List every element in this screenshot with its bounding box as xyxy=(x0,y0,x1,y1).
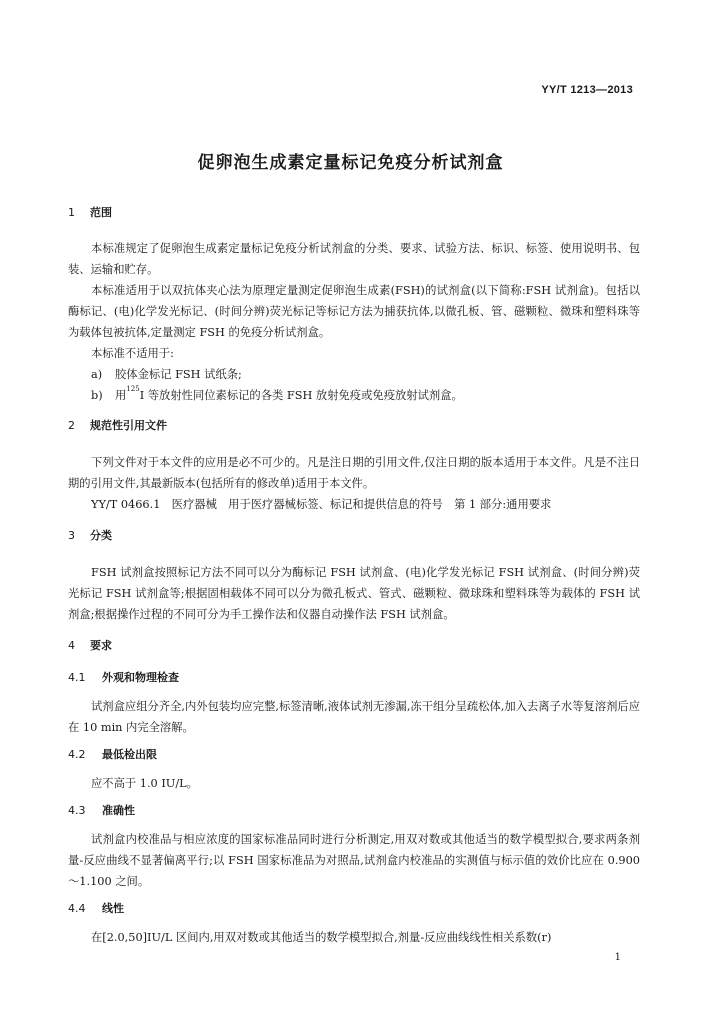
subsection-4-1-heading xyxy=(68,670,640,686)
subsection-number: 4.1 xyxy=(68,671,86,684)
reference-entry: YY/T 0466.1 医疗器械 用于医疗器械标签、标记和提供信息的符号 第 1 部分:通用要求 xyxy=(91,498,552,511)
section-title: 范围 xyxy=(90,206,112,219)
standard-code: YY/T 1213—2013 xyxy=(541,84,633,96)
list-marker: a) xyxy=(91,368,103,381)
paragraph: 本标准不适用于: xyxy=(91,347,174,360)
section-title: 规范性引用文件 xyxy=(90,419,167,432)
document-title: 促卵泡生成素定量标记免疫分析试剂盒 xyxy=(197,153,504,173)
subsection-title: 最低检出限 xyxy=(102,748,157,761)
list-item-text: 用 xyxy=(115,389,127,402)
paragraph: 应不高于 1.0 IU/L。 xyxy=(91,777,198,790)
section-title: 分类 xyxy=(90,529,112,542)
subsection-4-3-heading xyxy=(68,803,640,819)
list-item-text: 胶体金标记 FSH 试纸条; xyxy=(115,368,242,381)
section-2-heading xyxy=(68,418,640,434)
paragraph: 本标准适用于以双抗体夹心法为原理定量测定促卵泡生成素(FSH)的试剂盒(以下简称:FSH 试剂盒)。包括以酶标记、(电)化学发光标记、(时间分辨)荧光标记等标记方法为捕获抗体,以微孔板、管、磁颗粒、微珠和塑料珠等为载体包被抗体,定量测定 FSH 的免疫分析试剂盒。 xyxy=(68,284,640,339)
subsection-4-4-heading xyxy=(68,901,640,917)
section-number: 2 xyxy=(68,419,75,432)
section-number: 3 xyxy=(68,529,75,542)
section-number: 4 xyxy=(68,639,75,652)
subsection-title: 准确性 xyxy=(102,804,135,817)
paragraph: 试剂盒内校准品与相应浓度的国家标准品同时进行分析测定,用双对数或其他适当的数学模型拟合,要求两条剂量-反应曲线不显著偏离平行;以 FSH 国家标准品为对照品,试剂盒内校准品的实测值与标示值的效价比应在 0.900～1.100 之间。 xyxy=(68,833,640,888)
subsection-number: 4.4 xyxy=(68,902,86,915)
paragraph: 在[2.0,50]IU/L 区间内,用双对数或其他适当的数学模型拟合,剂量-反应曲线线性相关系数(r) xyxy=(91,931,552,944)
paragraph: FSH 试剂盒按照标记方法不同可以分为酶标记 FSH 试剂盒、(电)化学发光标记 FSH 试剂盒、(时间分辨)荧光标记 FSH 试剂盒等;根据固相载体不同可以分为微孔板式、管式、磁颗粒、微球珠和塑料珠等为载体的 FSH 试剂盒;根据操作过程的不同可分为手工操作法和仪器自动操作法 FSH 试剂盒。 xyxy=(68,566,640,621)
section-3-heading xyxy=(68,528,640,544)
section-number: 1 xyxy=(68,206,75,219)
list-marker: b) xyxy=(91,389,103,402)
subsection-title: 线性 xyxy=(102,902,124,915)
paragraph: 试剂盒应组分齐全,内外包装均应完整,标签清晰,液体试剂无渗漏,冻干组分呈疏松体,加入去离子水等复溶剂后应在 10 min 内完全溶解。 xyxy=(68,700,640,734)
subsection-title: 外观和物理检查 xyxy=(102,671,179,684)
subsection-number: 4.2 xyxy=(68,748,86,761)
subsection-number: 4.3 xyxy=(68,804,86,817)
page-number: 1 xyxy=(614,952,621,963)
list-item xyxy=(68,364,640,385)
paragraph: 本标准规定了促卵泡生成素定量标记免疫分析试剂盒的分类、要求、试验方法、标识、标签、使用说明书、包装、运输和贮存。 xyxy=(68,242,640,276)
list-item-text: I 等放射性同位素标记的各类 FSH 放射免疫或免疫放射试剂盒。 xyxy=(139,389,463,402)
section-4-heading xyxy=(68,638,640,654)
superscript: 125 xyxy=(126,385,140,393)
list-item xyxy=(68,385,640,406)
section-1-heading xyxy=(68,205,640,221)
document-body xyxy=(68,205,640,948)
section-title: 要求 xyxy=(90,639,112,652)
subsection-4-2-heading xyxy=(68,747,640,763)
paragraph: 下列文件对于本文件的应用是必不可少的。凡是注日期的引用文件,仅注日期的版本适用于本文件。凡是不注日期的引用文件,其最新版本(包括所有的修改单)适用于本文件。 xyxy=(68,456,640,490)
